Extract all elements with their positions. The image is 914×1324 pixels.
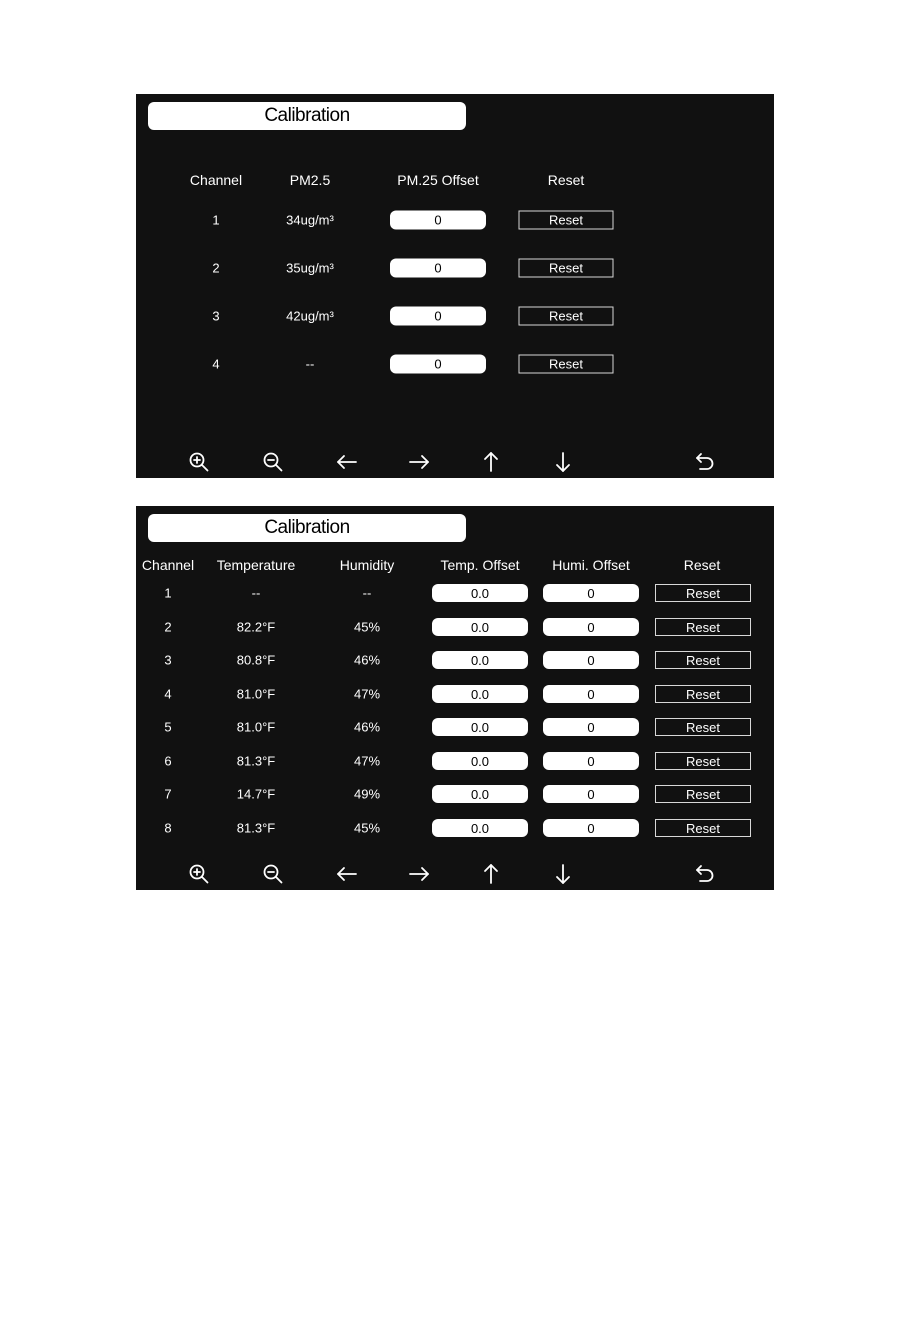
row-1-humi-offset-value: 0	[587, 585, 595, 601]
row-3-reset-button[interactable]: Reset	[655, 651, 751, 669]
back-icon[interactable]	[693, 450, 717, 474]
row-1-temp-offset-value: 0.0	[470, 585, 490, 601]
row-6-humi-offset-value: 0	[587, 753, 595, 769]
row-8-reset-button[interactable]: Reset	[655, 819, 751, 837]
row-3-offset-value: 0	[434, 308, 442, 324]
row-5-humi-offset-value: 0	[587, 719, 595, 735]
arrow-up-icon[interactable]	[479, 450, 503, 474]
header-humidity: Humidity	[339, 557, 395, 573]
row-3-temperature: 80.8°F	[236, 652, 276, 668]
row-3-temp-offset-value: 0.0	[470, 652, 490, 668]
row-7-temp-offset-value: 0.0	[470, 786, 490, 802]
row-4-temperature: 81.0°F	[236, 686, 276, 702]
header-temp-offset: Temp. Offset	[440, 557, 520, 573]
row-2-reset-button[interactable]: Reset	[519, 259, 614, 278]
row-1-offset-value: 0	[434, 212, 442, 228]
temp-humidity-calibration-screen	[136, 506, 774, 890]
row-8-temp-offset-field[interactable]	[432, 819, 528, 837]
row-4-humidity: 47%	[353, 686, 381, 702]
zoom-out-icon[interactable]	[261, 450, 285, 474]
row-7-temperature: 14.7°F	[236, 786, 276, 802]
row-3-offset-field[interactable]	[390, 307, 486, 326]
row-3-pm25: 42ug/m³	[286, 308, 334, 324]
zoom-out-icon[interactable]	[261, 862, 285, 886]
header-humi-offset: Humi. Offset	[552, 557, 630, 573]
page-title	[148, 102, 466, 130]
row-1-offset-field[interactable]	[390, 211, 486, 230]
row-2-channel: 2	[212, 260, 220, 276]
arrow-down-icon[interactable]	[551, 450, 575, 474]
row-5-reset-button[interactable]: Reset	[655, 718, 751, 736]
page-title-text: Calibration	[264, 105, 350, 126]
row-4-channel: 4	[164, 686, 172, 702]
row-5-humidity: 46%	[353, 719, 381, 735]
page-title-text: Calibration	[264, 517, 350, 538]
row-1-channel: 1	[164, 585, 172, 601]
zoom-in-icon[interactable]	[187, 450, 211, 474]
row-1-humidity: --	[362, 585, 372, 601]
header-temperature: Temperature	[216, 557, 296, 573]
row-4-reset-button[interactable]: Reset	[655, 685, 751, 703]
row-8-humi-offset-value: 0	[587, 820, 595, 836]
header-pm25-offset: PM.25 Offset	[397, 172, 479, 188]
row-6-humidity: 47%	[353, 753, 381, 769]
row-5-temp-offset-value: 0.0	[470, 719, 490, 735]
row-2-humidity: 45%	[353, 619, 381, 635]
zoom-in-icon[interactable]	[187, 862, 211, 886]
row-4-temp-offset-field[interactable]	[432, 685, 528, 703]
row-4-offset-field[interactable]	[390, 355, 486, 374]
row-6-temp-offset-field[interactable]	[432, 752, 528, 770]
row-1-reset-button[interactable]: Reset	[655, 584, 751, 602]
header-channel: Channel	[141, 557, 195, 573]
row-7-channel: 7	[164, 786, 172, 802]
row-2-reset-button[interactable]: Reset	[655, 618, 751, 636]
row-8-temp-offset-value: 0.0	[470, 820, 490, 836]
row-4-temp-offset-value: 0.0	[470, 686, 490, 702]
row-1-reset-button[interactable]: Reset	[519, 211, 614, 230]
row-3-temp-offset-field[interactable]	[432, 651, 528, 669]
page-title	[148, 514, 466, 542]
row-4-pm25: --	[305, 356, 315, 372]
row-8-temperature: 81.3°F	[236, 820, 276, 836]
row-6-reset-button[interactable]: Reset	[655, 752, 751, 770]
arrow-left-icon[interactable]	[335, 862, 359, 886]
row-3-channel: 3	[212, 308, 220, 324]
row-2-pm25: 35ug/m³	[286, 260, 334, 276]
row-6-temp-offset-value: 0.0	[470, 753, 490, 769]
row-2-humi-offset-value: 0	[587, 619, 595, 635]
row-3-reset-button[interactable]: Reset	[519, 307, 614, 326]
row-8-humidity: 45%	[353, 820, 381, 836]
header-reset: Reset	[683, 557, 721, 573]
row-4-humi-offset-value: 0	[587, 686, 595, 702]
row-8-humi-offset-field[interactable]	[543, 819, 639, 837]
row-3-humidity: 46%	[353, 652, 381, 668]
row-1-humi-offset-field[interactable]	[543, 584, 639, 602]
row-3-humi-offset-field[interactable]	[543, 651, 639, 669]
header-channel: Channel	[189, 172, 243, 188]
row-5-humi-offset-field[interactable]	[543, 718, 639, 736]
row-4-offset-value: 0	[434, 356, 442, 372]
row-6-channel: 6	[164, 753, 172, 769]
row-4-humi-offset-field[interactable]	[543, 685, 639, 703]
header-pm25: PM2.5	[289, 172, 331, 188]
row-4-channel: 4	[212, 356, 220, 372]
back-icon[interactable]	[693, 862, 717, 886]
row-7-humi-offset-field[interactable]	[543, 785, 639, 803]
row-8-channel: 8	[164, 820, 172, 836]
row-3-humi-offset-value: 0	[587, 652, 595, 668]
row-7-humidity: 49%	[353, 786, 381, 802]
row-2-humi-offset-field[interactable]	[543, 618, 639, 636]
row-5-temperature: 81.0°F	[236, 719, 276, 735]
row-5-channel: 5	[164, 719, 172, 735]
row-1-channel: 1	[212, 212, 220, 228]
arrow-right-icon[interactable]	[407, 862, 431, 886]
row-5-temp-offset-field[interactable]	[432, 718, 528, 736]
row-6-humi-offset-field[interactable]	[543, 752, 639, 770]
row-2-temp-offset-field[interactable]	[432, 618, 528, 636]
arrow-up-icon[interactable]	[479, 862, 503, 886]
row-1-temperature: --	[251, 585, 261, 601]
row-2-offset-value: 0	[434, 260, 442, 276]
arrow-left-icon[interactable]	[335, 450, 359, 474]
row-2-temp-offset-value: 0.0	[470, 619, 490, 635]
row-7-humi-offset-value: 0	[587, 786, 595, 802]
row-6-temperature: 81.3°F	[236, 753, 276, 769]
row-7-reset-button[interactable]: Reset	[655, 785, 751, 803]
row-1-temp-offset-field[interactable]	[432, 584, 528, 602]
row-2-temperature: 82.2°F	[236, 619, 276, 635]
arrow-right-icon[interactable]	[407, 450, 431, 474]
row-4-reset-button[interactable]: Reset	[519, 355, 614, 374]
pm25-calibration-screen	[136, 94, 774, 478]
arrow-down-icon[interactable]	[551, 862, 575, 886]
row-1-pm25: 34ug/m³	[286, 212, 334, 228]
row-3-channel: 3	[164, 652, 172, 668]
header-reset: Reset	[547, 172, 585, 188]
row-7-temp-offset-field[interactable]	[432, 785, 528, 803]
row-2-offset-field[interactable]	[390, 259, 486, 278]
row-2-channel: 2	[164, 619, 172, 635]
